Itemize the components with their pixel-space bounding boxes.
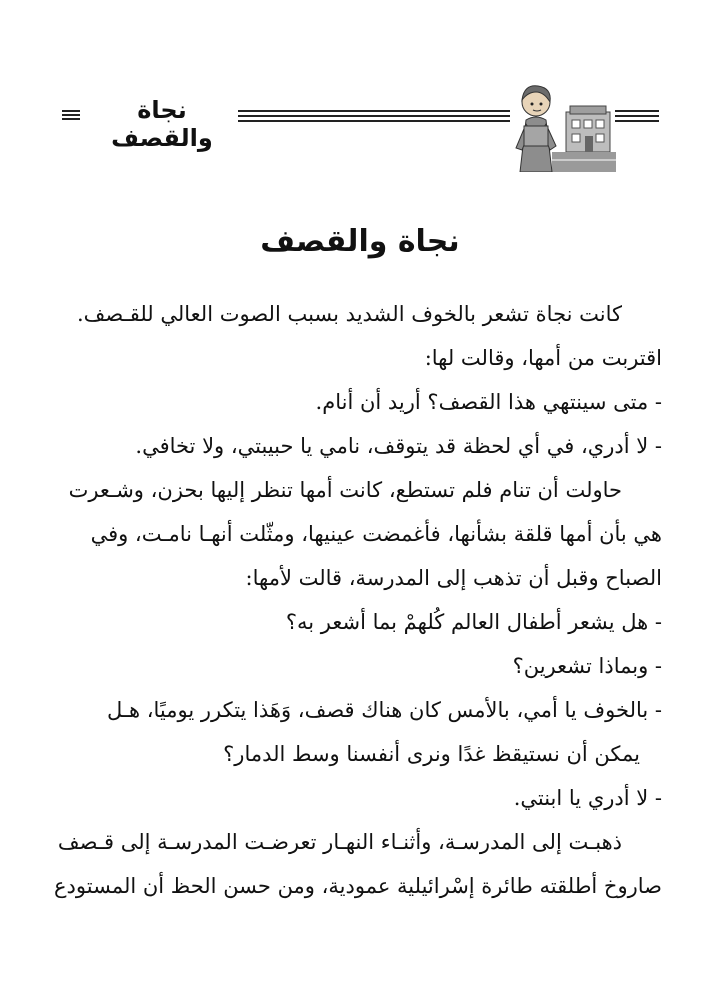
story-line: الصباح وقبل أن تذهب إلى المدرسة، قالت لأمها: xyxy=(245,566,662,590)
story-line: - هل يشعر أطفال العالم كُلهمْ بما أشعر به؟ xyxy=(285,610,662,634)
story-line: اقتربت من أمها، وقالت لها: xyxy=(424,346,662,370)
story-line: صاروخ أطلقته طائرة إسْرائيلية عمودية، ومن حسن الحظ أن المستودع xyxy=(54,874,662,898)
header-rule-short xyxy=(62,110,80,120)
story-line: - وبماذا تشعرين؟ xyxy=(512,654,662,678)
story-line: يمكن أن نستيقظ غدًا ونرى أنفسنا وسط الدمار؟ xyxy=(223,742,640,766)
story-line: - متى سينتهي هذا القصف؟ أريد أن أنام. xyxy=(315,390,662,414)
running-title: نجاة والقصف xyxy=(111,96,213,152)
story-line: - بالخوف يا أمي، بالأمس كان هناك قصف، وَهَذا يتكرر يوميًا، هـل xyxy=(106,698,662,722)
chapter-title: نجاة والقصف xyxy=(260,224,460,259)
header-rule-long xyxy=(238,110,510,122)
story-line: ذهبـت إلى المدرسـة، وأثنـاء النهـار تعرضـت المدرسـة إلى قـصف xyxy=(57,830,622,854)
story-line: هي بأن أمها قلقة بشأنها، فأغمضت عينيها، ومثّلت أنهـا نامـت، وفي xyxy=(90,522,662,546)
story-body xyxy=(54,292,662,908)
header-rule-right xyxy=(615,110,659,122)
story-line: - لا أدري، في أي لحظة قد يتوقف، نامي يا حبيبتي، ولا تخافي. xyxy=(135,434,662,458)
story-line: حاولت أن تنام فلم تستطع، كانت أمها تنظر إليها بحزن، وشـعرت xyxy=(68,478,622,502)
story-line: - لا أدري يا ابنتي. xyxy=(513,786,662,810)
girl-school-illustration xyxy=(512,78,616,172)
story-line: كانت نجاة تشعر بالخوف الشديد بسبب الصوت العالي للقـصف. xyxy=(76,302,622,326)
